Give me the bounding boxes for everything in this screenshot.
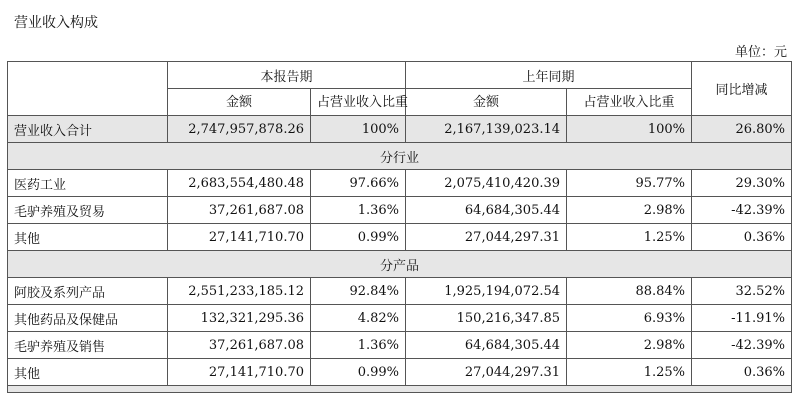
- section-header-row: [8, 251, 792, 278]
- truncated-cell: [8, 386, 792, 393]
- header-yoy: 同比增减: [692, 62, 792, 116]
- total-prior-share: 100%: [567, 116, 692, 143]
- table-row: [8, 197, 792, 224]
- header-current-amount: 金额: [168, 89, 311, 116]
- row-label: 其他: [8, 359, 168, 386]
- section-title-product: 分产品: [8, 251, 792, 278]
- table-row: [8, 278, 792, 305]
- header-row-1: [8, 62, 792, 89]
- current-share-cell: 0.99%: [311, 359, 406, 386]
- prior-amount-cell: 27,044,297.31: [406, 224, 567, 251]
- total-current-amount: 2,747,957,878.26: [168, 116, 311, 143]
- page-title: 营业收入构成: [14, 15, 98, 31]
- yoy-cell: 32.52%: [692, 278, 792, 305]
- row-label: 医药工业: [8, 170, 168, 197]
- truncated-row: [8, 386, 792, 393]
- row-label: 其他药品及保健品: [8, 305, 168, 332]
- prior-amount-cell: 27,044,297.31: [406, 359, 567, 386]
- current-share-cell: 97.66%: [311, 170, 406, 197]
- prior-share-cell: 88.84%: [567, 278, 692, 305]
- header-prior-amount: 金额: [406, 89, 567, 116]
- total-current-share: 100%: [311, 116, 406, 143]
- row-label: 其他: [8, 224, 168, 251]
- total-prior-amount: 2,167,139,023.14: [406, 116, 567, 143]
- current-share-cell: 1.36%: [311, 197, 406, 224]
- yoy-cell: -42.39%: [692, 197, 792, 224]
- current-share-cell: 0.99%: [311, 224, 406, 251]
- revenue-composition-table: [7, 61, 792, 393]
- header-current-period: 本报告期: [168, 62, 406, 89]
- current-share-cell: 4.82%: [311, 305, 406, 332]
- unit-label: 单位：元: [734, 45, 787, 60]
- current-amount-cell: 2,551,233,185.12: [168, 278, 311, 305]
- prior-share-cell: 6.93%: [567, 305, 692, 332]
- yoy-cell: -11.91%: [692, 305, 792, 332]
- total-row: [8, 116, 792, 143]
- header-blank-cell: [8, 62, 168, 116]
- header-prior-share: 占营业收入比重: [567, 89, 692, 116]
- table-row: [8, 359, 792, 386]
- total-label: 营业收入合计: [8, 116, 168, 143]
- prior-amount-cell: 150,216,347.85: [406, 305, 567, 332]
- yoy-cell: -42.39%: [692, 332, 792, 359]
- row-label: 毛驴养殖及贸易: [8, 197, 168, 224]
- row-label: 阿胶及系列产品: [8, 278, 168, 305]
- table-row: [8, 170, 792, 197]
- current-amount-cell: 132,321,295.36: [168, 305, 311, 332]
- current-share-cell: 92.84%: [311, 278, 406, 305]
- prior-amount-cell: 64,684,305.44: [406, 197, 567, 224]
- header-prior-period: 上年同期: [406, 62, 692, 89]
- prior-amount-cell: 2,075,410,420.39: [406, 170, 567, 197]
- prior-share-cell: 95.77%: [567, 170, 692, 197]
- row-label: 毛驴养殖及销售: [8, 332, 168, 359]
- prior-amount-cell: 1,925,194,072.54: [406, 278, 567, 305]
- current-amount-cell: 27,141,710.70: [168, 224, 311, 251]
- yoy-cell: 0.36%: [692, 359, 792, 386]
- section-title-industry: 分行业: [8, 143, 792, 170]
- header-current-share: 占营业收入比重: [311, 89, 406, 116]
- table-row: [8, 224, 792, 251]
- table-row: [8, 305, 792, 332]
- prior-share-cell: 2.98%: [567, 332, 692, 359]
- yoy-cell: 29.30%: [692, 170, 792, 197]
- current-amount-cell: 37,261,687.08: [168, 197, 311, 224]
- yoy-cell: 0.36%: [692, 224, 792, 251]
- current-amount-cell: 2,683,554,480.48: [168, 170, 311, 197]
- prior-share-cell: 2.98%: [567, 197, 692, 224]
- current-amount-cell: 37,261,687.08: [168, 332, 311, 359]
- table-row: [8, 332, 792, 359]
- prior-amount-cell: 64,684,305.44: [406, 332, 567, 359]
- current-amount-cell: 27,141,710.70: [168, 359, 311, 386]
- total-yoy: 26.80%: [692, 116, 792, 143]
- current-share-cell: 1.36%: [311, 332, 406, 359]
- section-header-row: [8, 143, 792, 170]
- prior-share-cell: 1.25%: [567, 224, 692, 251]
- prior-share-cell: 1.25%: [567, 359, 692, 386]
